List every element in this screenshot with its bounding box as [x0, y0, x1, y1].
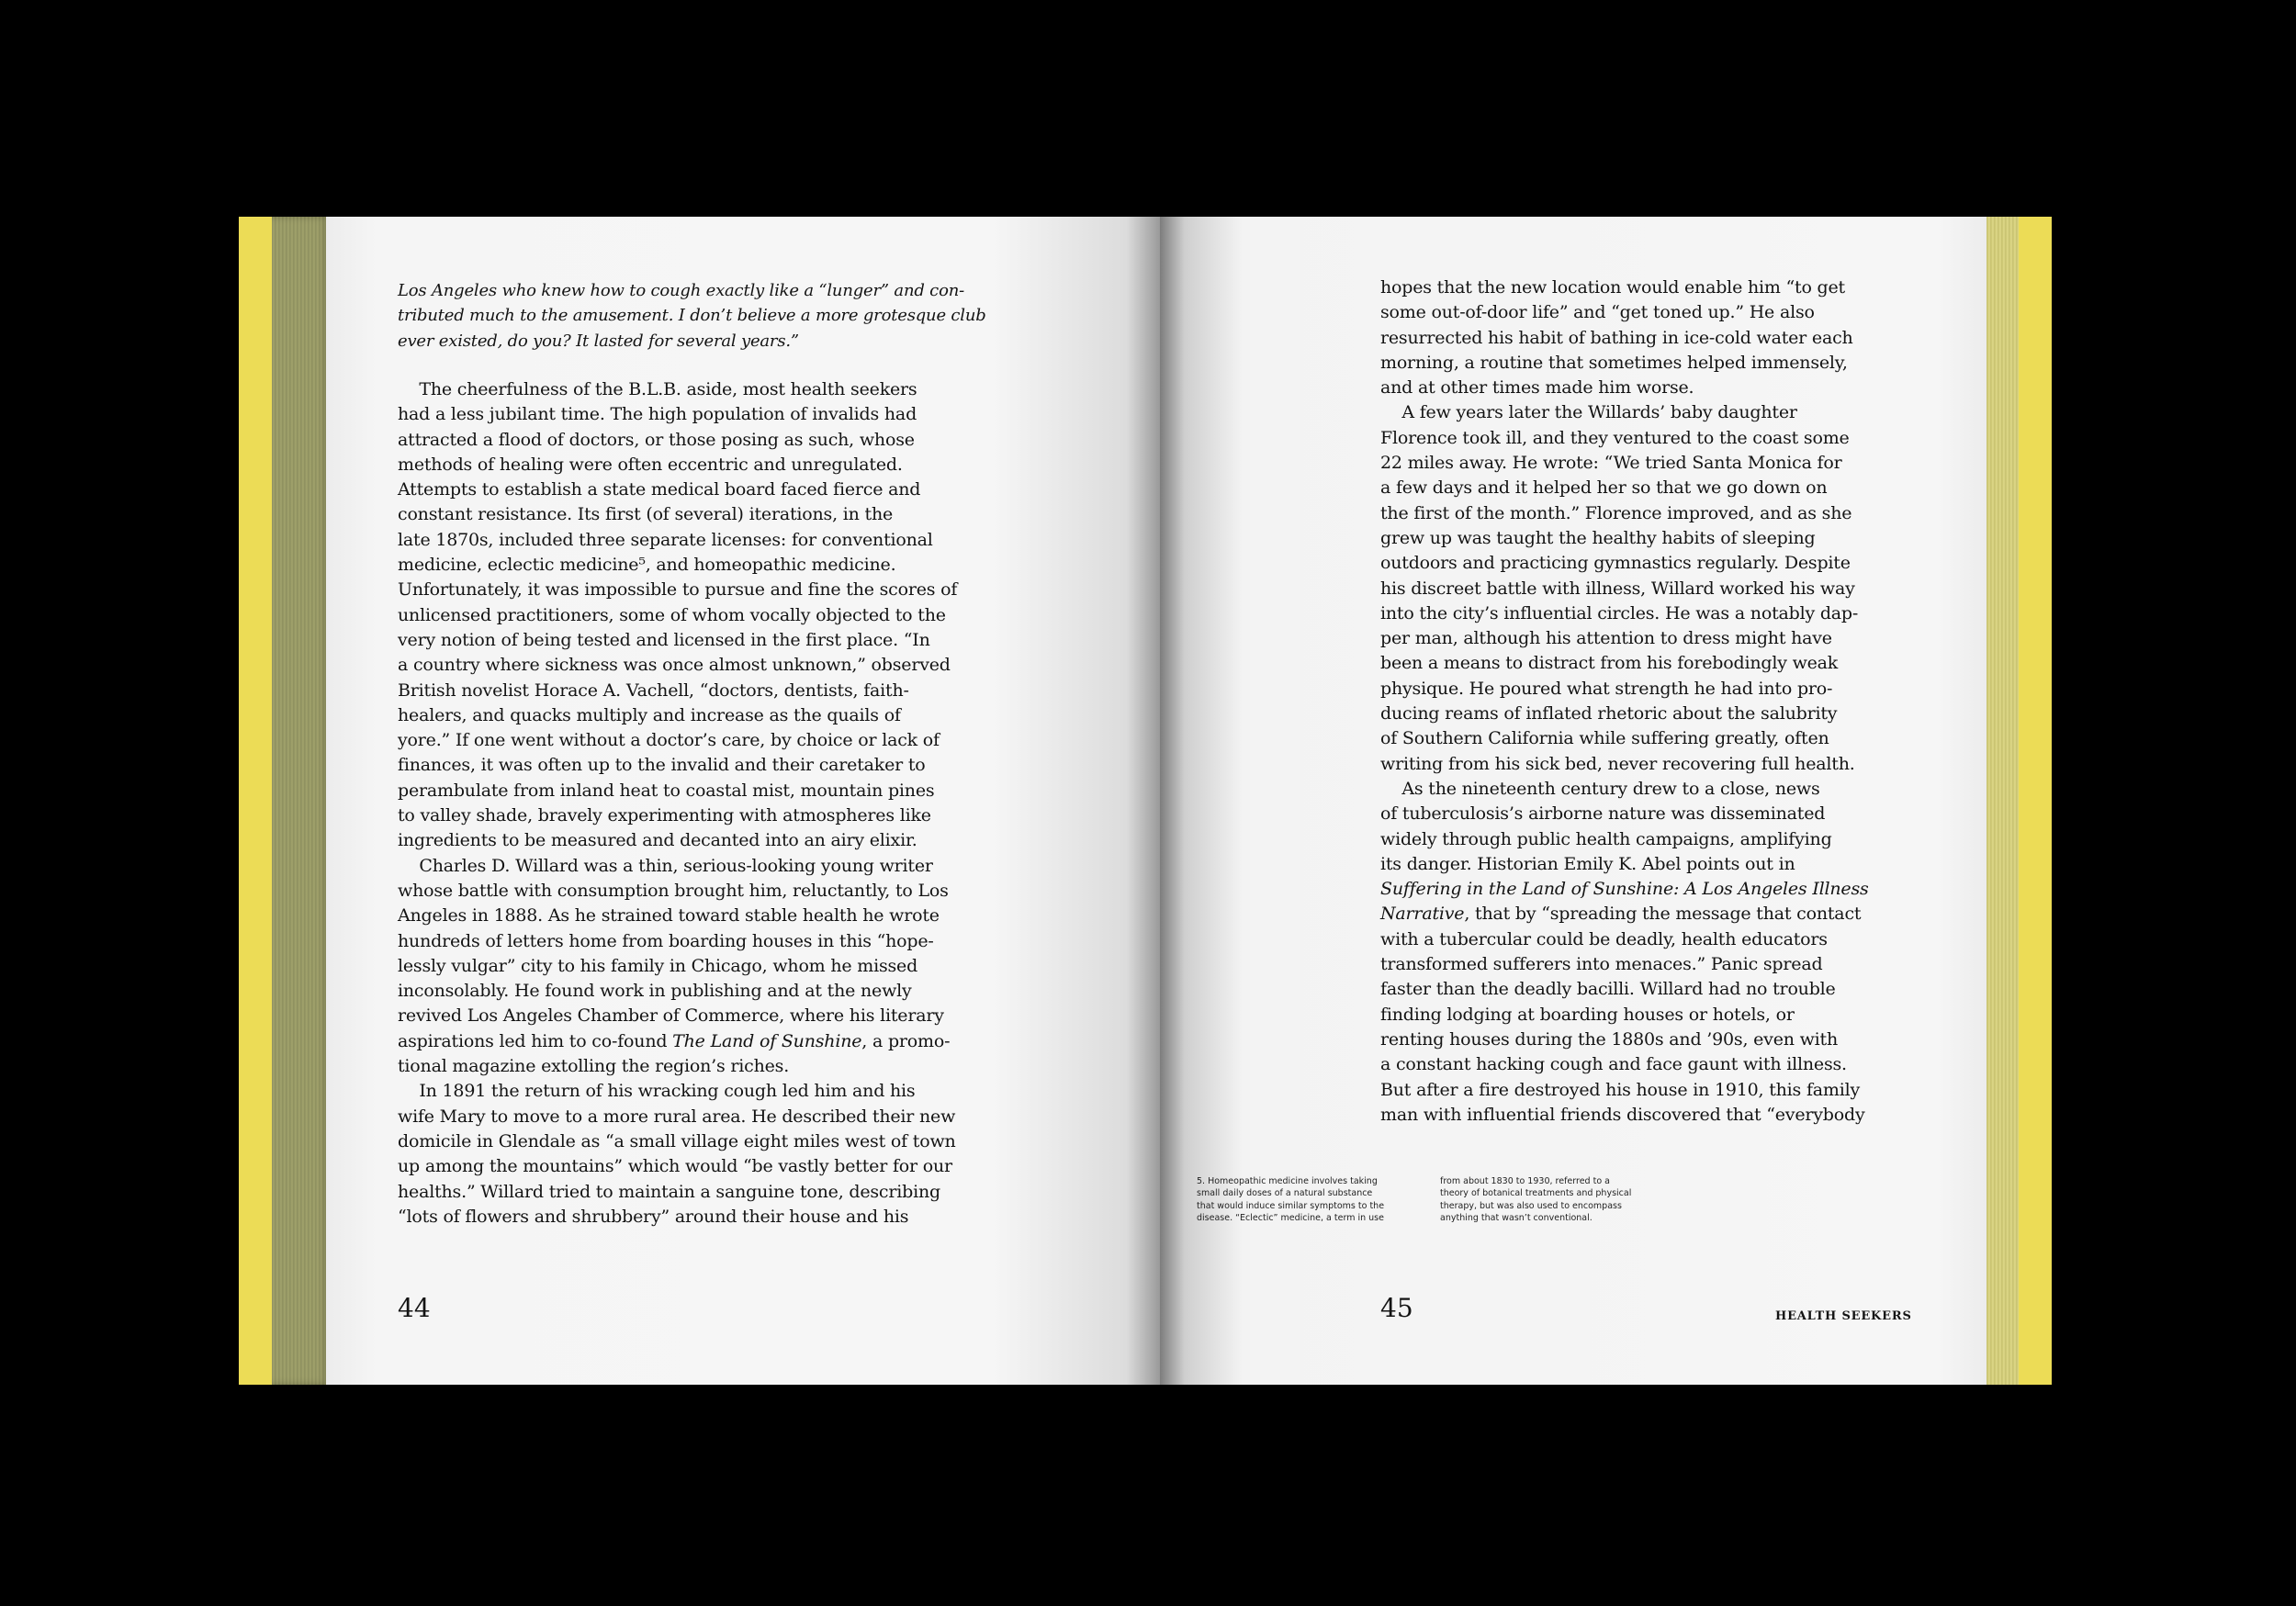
footnote-line: from about 1830 to 1930, referred to a — [1440, 1176, 1610, 1186]
text-line: the first of the month.” Florence improved, and as she — [1380, 502, 1852, 523]
left-page-edges — [272, 217, 331, 1385]
text-line: finding lodging at boarding houses or hotels, or — [1380, 1004, 1795, 1025]
text-line: transformed sufferers into menaces.” Panic spread — [1380, 954, 1823, 975]
footnote-line: 5. Homeopathic medicine involves taking — [1197, 1176, 1378, 1186]
text-line: Charles D. Willard was a thin, serious-looking young writer — [398, 855, 933, 876]
text-line: per man, although his attention to dress might have — [1380, 628, 1832, 649]
text-line: man with influential friends discovered that “everybody — [1380, 1104, 1865, 1125]
footnote-line: small daily doses of a natural substance — [1197, 1188, 1373, 1199]
footnote-line: theory of botanical treatments and physical — [1440, 1188, 1632, 1199]
text-line: outdoors and practicing gymnastics regularly. Despite — [1380, 553, 1851, 574]
text-line: finances, it was often up to the invalid and their caretaker to — [398, 755, 926, 776]
text-line: yore.” If one went without a doctor’s care, by choice or lack of — [398, 730, 940, 751]
text-line: ingredients to be measured and decanted into an airy elixir. — [398, 830, 917, 851]
text-line: whose battle with consumption brought him, reluctantly, to Los — [398, 880, 949, 901]
running-head: HEALTH SEEKERS — [1775, 1309, 1912, 1323]
text-line: ducing reams of inflated rhetoric about the salubrity — [1380, 703, 1838, 724]
italic-title: Suffering in the Land of Sunshine: A Los Angeles Illness — [1380, 879, 1869, 900]
text-line: revived Los Angeles Chamber of Commerce, where his literary — [398, 1005, 944, 1027]
text-line: The cheerfulness of the B.L.B. aside, most health seekers — [398, 379, 917, 399]
left-page — [326, 217, 1160, 1385]
text-line: aspirations led him to co-found The Land of Sunshine, a promo- — [398, 1030, 951, 1051]
text-line: constant resistance. Its first (of several) iterations, in the — [398, 504, 894, 525]
text-line: morning, a routine that sometimes helped immensely, — [1380, 352, 1848, 373]
text-line: a country where sickness was once almost unknown,” observed — [398, 655, 951, 676]
text-line: Narrative, that by “spreading the message that contact — [1380, 904, 1862, 925]
text-line: 22 miles away. He wrote: “We tried Santa Monica for — [1380, 453, 1842, 474]
text-line: of tuberculosis’s airborne nature was disseminated — [1380, 803, 1826, 825]
text-line: But after a fire destroyed his house in 1910, this family — [1380, 1079, 1861, 1100]
text-line: widely through public health campaigns, amplifying — [1380, 828, 1832, 849]
text-line: renting houses during the 1880s and ’90s, even with — [1380, 1028, 1839, 1050]
footnote-line: that would induce similar symptoms to the — [1197, 1200, 1385, 1211]
text-line: A few years later the Willards’ baby daughter — [1380, 402, 1797, 423]
text-line: inconsolably. He found work in publishing and at the newly — [398, 981, 912, 1002]
text-line: As the nineteenth century drew to a close, news — [1380, 778, 1820, 799]
footnote-column-2 — [1440, 1175, 1631, 1225]
text-line: lessly vulgar” city to his family in Chicago, whom he missed — [398, 955, 918, 976]
text-line: domicile in Glendale as “a small village eight miles west of town — [398, 1130, 956, 1151]
italic-title: The Land of Sunshine — [672, 1030, 862, 1051]
text-line: healths.” Willard tried to maintain a sanguine tone, describing — [398, 1181, 940, 1202]
page-number-left: 44 — [398, 1293, 431, 1323]
right-page-body — [1380, 275, 1869, 1128]
quote-line: ever existed, do you? It lasted for several years.” — [398, 331, 799, 351]
footnote-column-1 — [1197, 1175, 1384, 1225]
footnote-line: therapy, but was also used to encompass — [1440, 1200, 1622, 1211]
left-page-body — [398, 377, 957, 1230]
text-line: Attempts to establish a state medical board faced fierce and — [398, 479, 921, 500]
text-line: In 1891 the return of his wracking cough led him and his — [398, 1081, 916, 1102]
text-line: its danger. Historian Emily K. Abel points out in — [1380, 853, 1795, 874]
text-line: late 1870s, included three separate licenses: for conventional — [398, 529, 933, 550]
text-line: physique. He poured what strength he had into pro- — [1380, 678, 1833, 699]
text-line: Unfortunately, it was impossible to pursue and fine the scores of — [398, 579, 958, 601]
text-line: tional magazine extolling the region’s riches. — [398, 1056, 790, 1077]
quote-line: tributed much to the amusement. I don’t believe a more grotesque club — [398, 306, 986, 326]
text-line: perambulate from inland heat to coastal mist, mountain pines — [398, 780, 935, 801]
text-line: up among the mountains” which would “be vastly better for our — [398, 1156, 952, 1177]
text-line: of Southern California while suffering greatly, often — [1380, 728, 1829, 749]
text-line: been a means to distract from his forebodingly weak — [1380, 653, 1839, 674]
text-line: medicine, eclectic medicine⁵, and homeopathic medicine. — [398, 555, 896, 576]
page-number-right: 45 — [1380, 1293, 1413, 1323]
text-line: some out-of-door life” and “get toned up.” He also — [1380, 302, 1815, 323]
text-line: faster than the deadly bacilli. Willard had no trouble — [1380, 979, 1836, 1000]
text-line: with a tubercular could be deadly, health educators — [1380, 928, 1828, 949]
text-line: Angeles in 1888. As he strained toward stable health he wrote — [398, 905, 940, 927]
text-line: grew up was taught the healthy habits of sleeping — [1380, 527, 1816, 548]
footnote-line: disease. “Eclectic” medicine, a term in use — [1197, 1213, 1384, 1224]
text-line: a few days and it helped her so that we go down on — [1380, 477, 1828, 499]
text-line: a constant hacking cough and face gaunt with illness. — [1380, 1054, 1847, 1075]
text-line: resurrected his habit of bathing in ice-cold water each — [1380, 327, 1853, 348]
text-line: and at other times made him worse. — [1380, 377, 1694, 399]
text-line: wife Mary to move to a more rural area. He described their new — [398, 1106, 956, 1127]
text-line: hundreds of letters home from boarding houses in this “hope- — [398, 930, 934, 951]
text-line: “lots of flowers and shrubbery” around their house and his — [398, 1206, 909, 1227]
text-line — [1380, 879, 1869, 899]
text-line: hopes that the new location would enable him “to get — [1380, 277, 1845, 298]
footnote-line: anything that wasn’t conventional. — [1440, 1213, 1593, 1224]
text-line: to valley shade, bravely experimenting with atmospheres like — [398, 805, 931, 826]
text-line: healers, and quacks multiply and increase as the quails of — [398, 704, 901, 725]
right-page-edges — [1984, 217, 2019, 1385]
block-quote — [398, 278, 986, 354]
text-line: very notion of being tested and licensed in the first place. “In — [398, 629, 930, 650]
text-line: methods of healing were often eccentric and unregulated. — [398, 454, 903, 475]
text-line: attracted a flood of doctors, or those posing as such, whose — [398, 429, 915, 450]
text-line: writing from his sick bed, never recovering full health. — [1380, 753, 1855, 774]
text-line: had a less jubilant time. The high population of invalids had — [398, 404, 917, 425]
right-page — [1160, 217, 1986, 1385]
text-line: British novelist Horace A. Vachell, “doctors, dentists, faith- — [398, 679, 909, 701]
text-line: his discreet battle with illness, Willard worked his way — [1380, 578, 1855, 599]
text-line: Florence took ill, and they ventured to the coast some — [1380, 427, 1850, 448]
italic-title: Narrative — [1380, 904, 1465, 925]
text-line: into the city’s influential circles. He was a notably dap- — [1380, 602, 1859, 623]
text-line: unlicensed practitioners, some of whom vocally objected to the — [398, 604, 946, 625]
quote-line: Los Angeles who knew how to cough exactly like a “lunger” and con- — [398, 281, 964, 300]
